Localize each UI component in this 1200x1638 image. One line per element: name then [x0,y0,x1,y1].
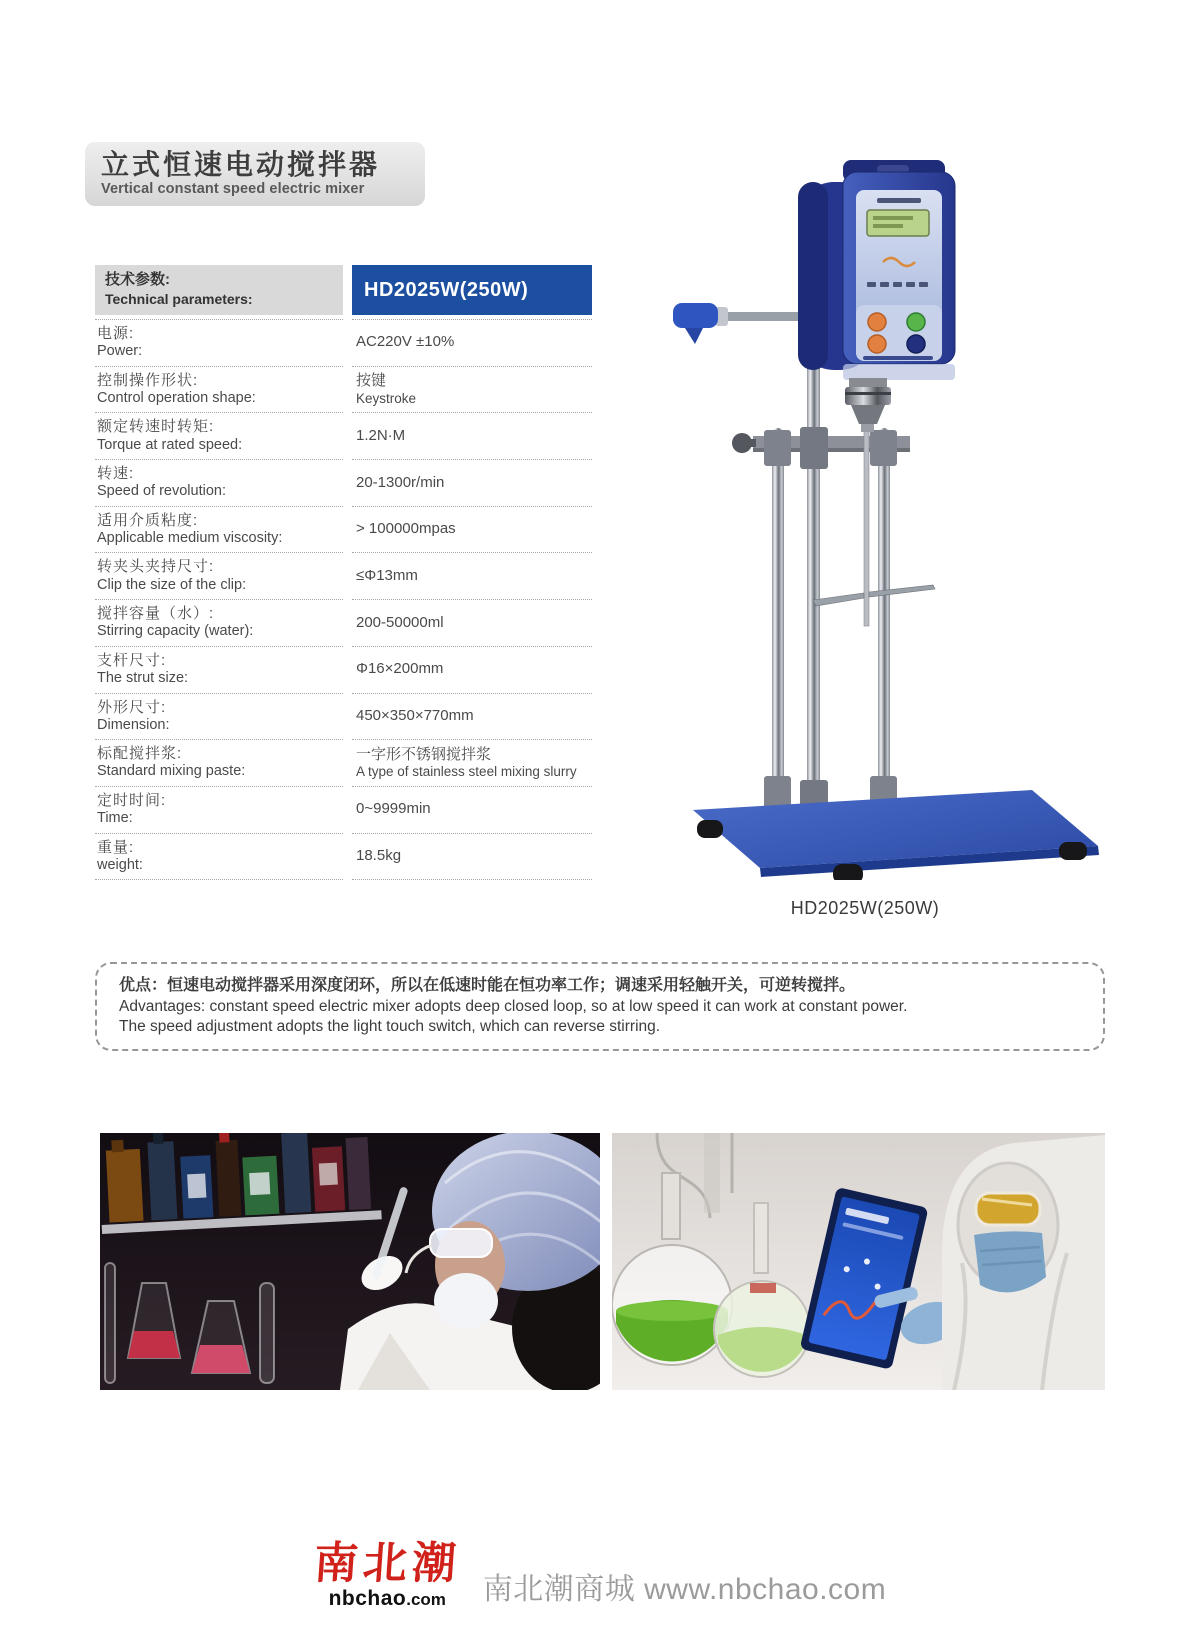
left-pole [772,428,784,803]
chuck-body [845,387,891,405]
param-header-cell [95,265,343,315]
right-pole [878,428,890,803]
row-label-cn: 支杆尺寸: [97,651,167,669]
row-value: 一字形不锈钢搅拌浆 [356,745,492,763]
row-label-en: Applicable medium viscosity: [97,530,283,547]
row-label-cn: 转夹头夹持尺寸: [97,558,215,576]
amber-goggles [976,1193,1040,1225]
param-header-chinese: 技术参数: [105,271,170,288]
advantages-chinese: 优点：恒速电动搅拌器采用深度闭环，所以在低速时能在恒功率工作；调速采用轻触开关，可逆转搅拌。 [119,977,856,994]
row-label-en: Speed of revolution: [97,483,226,500]
top-clamp-right [870,430,897,466]
head-back-shade [798,182,828,370]
base-foot-left [697,820,723,838]
param-header-english: Technical parameters: [105,290,253,307]
base-foot-right [1059,842,1087,860]
logo-domain-name: nbchao [328,1587,407,1610]
chuck-taper [851,405,885,424]
lcd-display [867,210,929,236]
spec-rows [95,319,592,880]
row-label-cn: 标配搅拌浆: [97,745,183,763]
logo-domain [329,1588,446,1609]
blue-knob-handle [673,303,718,328]
row-label-en: Control operation shape: [97,389,256,406]
face-mask [434,1273,498,1329]
page-title-block [85,142,425,206]
head-clear-guard [843,364,955,380]
spec-table [95,265,592,880]
row-value: 0~9999min [356,800,431,818]
mixer-product-image [615,160,1115,880]
row-label-en: Standard mixing paste: [97,763,246,780]
lab-photo-left-art [100,1133,600,1390]
photo-lab-scientist [100,1133,600,1390]
button-start [907,313,925,331]
blue-knob-tip [685,328,703,344]
safety-goggles [430,1229,492,1257]
footer-store-line [483,1564,886,1609]
row-label-cn: 电源: [97,325,135,342]
row-value-sub: A type of stainless steel mixing slurry [356,764,577,780]
row-label-cn: 外形尺寸: [97,698,167,716]
row-value: 20-1300r/min [356,473,445,491]
row-value: 按键 [356,372,387,390]
spec-row-speed [95,460,592,507]
spec-row-power [95,319,592,367]
row-value: Φ16×200mm [356,660,444,678]
row-label-cn: 重量: [97,838,135,856]
row-label-en: Torque at rated speed: [97,436,243,453]
lab-photo-right-art [612,1133,1105,1390]
chuck-collar [849,378,887,387]
spec-row-torque [95,413,592,460]
row-label-cn: 额定转速时转矩: [97,418,215,436]
spec-row-control [95,367,592,414]
row-label-cn: 适用介质粘度: [97,511,199,529]
spec-row-paddle [95,740,592,787]
top-clamp-mid [800,427,828,469]
spec-row-timer [95,787,592,834]
spec-row-strut [95,647,592,694]
row-label-cn: 转速: [97,465,135,483]
photo-lab-tablet [612,1133,1105,1390]
button-up [868,313,886,331]
page-title-chinese: 立式恒速电动搅拌器 [101,149,381,180]
spec-table-header [95,265,592,315]
row-label-cn: 定时时间: [97,791,167,809]
logo-chinese: 南北潮 [312,1539,463,1588]
footer-website-url: www.nbchao.com [644,1573,887,1606]
nbchao-logo [312,1539,463,1610]
top-clamp-left [764,430,791,466]
row-label-en: Power: [97,343,143,360]
base-foot-front [833,864,863,880]
paddle-blade-left [813,593,864,606]
button-down [868,335,886,353]
row-value: ≤Φ13mm [356,566,418,584]
row-label-en: Time: [97,810,133,827]
bottom-clamp-left [764,776,791,808]
logo-domain-tld: .com [406,1590,446,1609]
model-label-mark [877,198,921,203]
advantages-note [95,962,1105,1051]
row-label-en: Stirring capacity (water): [97,623,254,640]
footer [0,1539,1200,1610]
spec-row-dimension [95,694,592,741]
row-label-en: Clip the size of the clip: [97,576,247,593]
lcd-line-1 [873,216,913,220]
spec-row-weight [95,834,592,881]
spec-row-capacity [95,600,592,647]
page-title-english: Vertical constant speed electric mixer [101,181,365,198]
chuck-ring [845,392,891,395]
advantages-english-line2: The speed adjustment adopts the light touch switch, which can reverse stirring. [119,1018,661,1036]
model-header-cell: HD2025W(250W) [352,265,592,315]
chuck-nose [861,424,874,432]
row-value: 18.5kg [356,847,402,865]
mixer-illustration [615,160,1115,880]
stirring-shaft [864,408,869,626]
spec-row-viscosity [95,507,592,554]
spec-row-clip [95,553,592,600]
bracket-knob-stem [742,439,756,447]
row-label-cn: 搅拌容量（水）: [97,605,215,623]
row-value: 450×350×770mm [356,706,474,724]
product-caption: HD2025W(250W) [790,898,940,918]
button-stop [907,335,925,353]
button-panel [856,305,942,361]
lcd-line-2 [873,224,903,228]
row-value: 1.2N·M [356,426,406,444]
row-value: 200-50000ml [356,613,444,631]
suited-technician [942,1135,1105,1390]
row-label-cn: 控制操作形状: [97,371,199,389]
row-value-sub: Keystroke [356,390,417,406]
row-value: > 100000mpas [356,520,456,538]
row-label-en: weight: [97,856,143,873]
footer-label-mark [863,356,933,360]
row-label-en: The strut size: [97,670,189,687]
advantages-english-line1: Advantages: constant speed electric mixer adopts deep closed loop, so at low speed it can work at constant power. [119,998,908,1016]
footer-store-name: 南北潮商城 [482,1573,636,1606]
row-value: AC220V ±10% [356,333,455,351]
row-label-en: Dimension: [97,716,170,733]
